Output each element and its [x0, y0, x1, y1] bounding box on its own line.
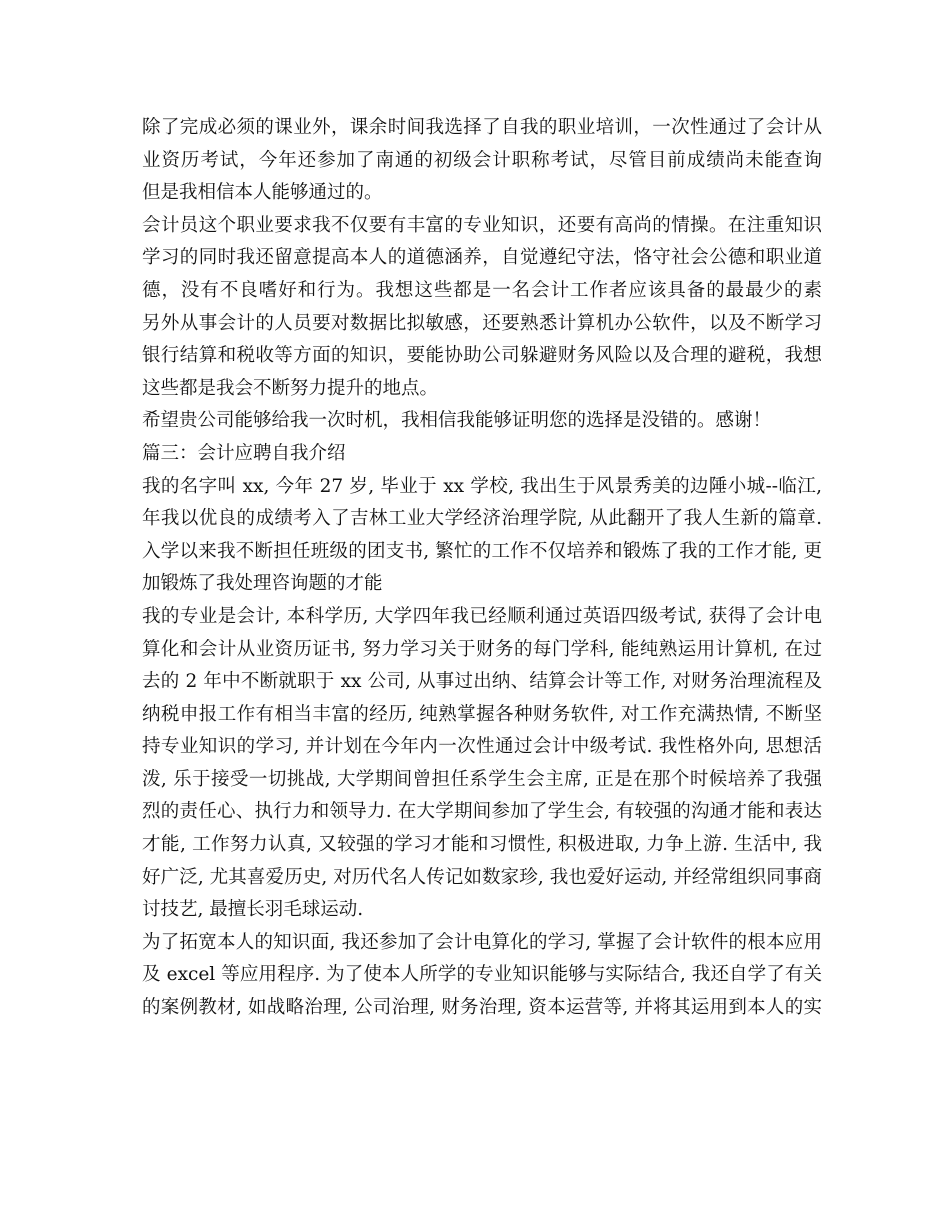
text-line: 持专业知识的学习, 并计划在今年内一次性通过会计中级考试. 我性格外向, 思想活 — [142, 736, 822, 758]
text-line: 年我以优良的成绩考入了吉林工业大学经济治理学院, 从此翻开了我人生新的篇章. — [142, 508, 822, 530]
text-line: 加锻炼了我处理咨询题的才能 — [142, 573, 383, 595]
text-line: 我的名字叫 xx, 今年 27 岁, 毕业于 xx 学校, 我出生于风景秀美的边陲小城--临江, — [142, 475, 822, 497]
document-page — [142, 112, 822, 1025]
document-body — [142, 112, 822, 1025]
text-line: 才能, 工作努力认真, 又较强的学习才能和习惯性, 积极进取, 力争上游. 生活中, 我 — [142, 834, 822, 856]
text-line: 的案例教材, 如战略治理, 公司治理, 财务治理, 资本运营等, 并将其运用到本人的实 — [142, 997, 822, 1019]
text-line: 除了完成必须的课业外，课余时间我选择了自我的职业培训，一次性通过了会计从 — [142, 117, 822, 138]
text-line: 希望贵公司能够给我一次时机，我相信我能够证明您的选择是没错的。感谢！ — [142, 410, 772, 432]
text-line: 讨技艺, 最擅长羽毛球运动. — [142, 899, 364, 921]
text-line: 及 excel 等应用程序. 为了使本人所学的专业知识能够与实际结合, 我还自学了有关 — [142, 964, 822, 986]
text-line: 学习的同时我还留意提高本人的道德涵养，自觉遵纪守法，恪守社会公德和职业道 — [142, 247, 822, 269]
text-line: 会计员这个职业要求我不仅要有丰富的专业知识，还要有高尚的情操。在注重知识 — [142, 214, 822, 236]
text-line: 纳税申报工作有相当丰富的经历, 纯熟掌握各种财务软件, 对工作充满热情, 不断坚 — [142, 703, 822, 725]
text-line: 银行结算和税收等方面的知识，要能协助公司躲避财务风险以及合理的避税，我想 — [142, 345, 822, 367]
text-line: 好广泛, 尤其喜爱历史, 对历代名人传记如数家珍, 我也爱好运动, 并经常组织同事商 — [142, 866, 822, 888]
text-line: 为了拓宽本人的知识面, 我还参加了会计电算化的学习, 掌握了会计软件的根本应用 — [142, 931, 822, 953]
text-line: 但是我相信本人能够通过的。 — [142, 182, 383, 204]
text-line: 德，没有不良嗜好和行为。我想这些都是一名会计工作者应该具备的最最少的素 — [142, 279, 822, 301]
text-line: 另外从事会计的人员要对数据比拟敏感，还要熟悉计算机办公软件，以及不断学习 — [142, 312, 822, 334]
section-heading: 篇三：会计应聘自我介绍 — [142, 442, 346, 464]
text-line: 入学以来我不断担任班级的团支书, 繁忙的工作不仅培养和锻炼了我的工作才能, 更 — [142, 540, 822, 562]
text-line: 烈的责任心、执行力和领导力. 在大学期间参加了学生会, 有较强的沟通才能和表达 — [142, 801, 822, 823]
text-line: 这些都是我会不断努力提升的地点。 — [142, 377, 439, 399]
text-line: 泼, 乐于接受一切挑战, 大学期间曾担任系学生会主席, 正是在那个时候培养了我强 — [142, 768, 822, 790]
text-line: 业资历考试，今年还参加了南通的初级会计职称考试，尽管目前成绩尚未能查询 — [142, 149, 822, 171]
text-line: 我的专业是会计, 本科学历, 大学四年我已经顺利通过英语四级考试, 获得了会计电 — [142, 605, 822, 627]
text-line: 去的 2 年中不断就职于 xx 公司, 从事过出纳、结算会计等工作, 对财务治理流程及 — [142, 671, 822, 693]
text-line: 算化和会计从业资历证书, 努力学习关于财务的每门学科, 能纯熟运用计算机, 在过 — [142, 638, 822, 660]
